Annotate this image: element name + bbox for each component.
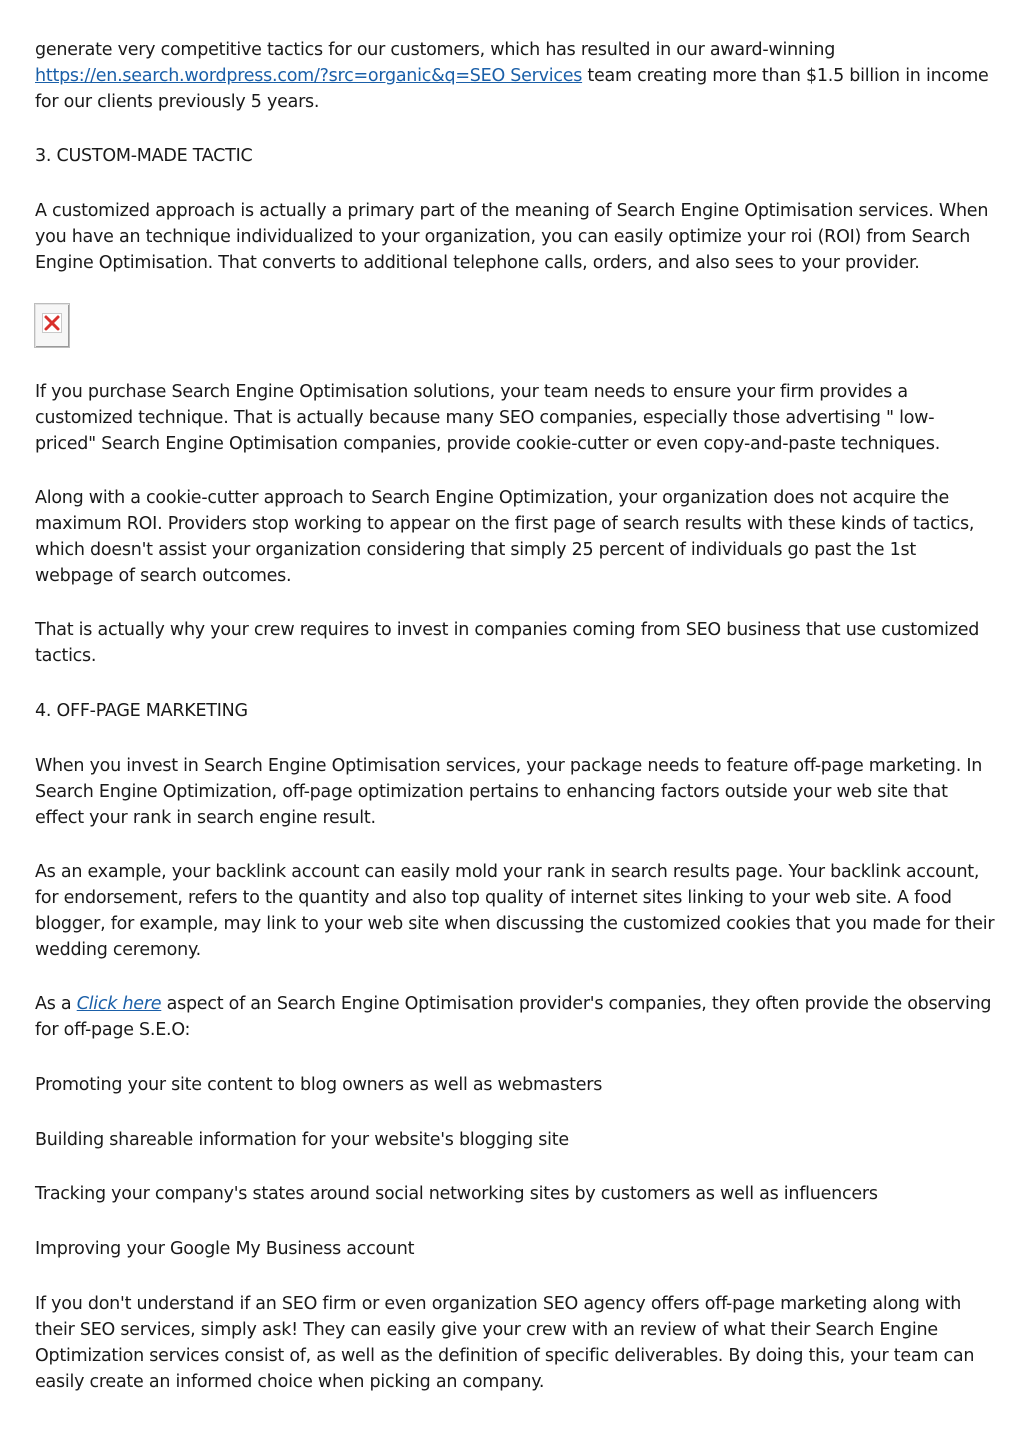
paragraph-backlink-account: As an example, your backlink account can easily mold your rank in search results page. Your backlink account, for endorsement, refers to the quantity and also top quality of internet sites linking to your web site. A food blogger, for example, may link to your web site when discussing the customized cookies that you made for their wedding ceremony.: [35, 862, 995, 960]
list-item: Building shareable information for your website's blogging site: [35, 1130, 569, 1150]
paragraph-click-here-text-end: aspect of an Search Engine Optimisation provider's companies, they often provide the observing for off-page S.E.O:: [35, 994, 992, 1040]
paragraph-customized-technique: If you purchase Search Engine Optimisation solutions, your team needs to ensure your firm provides a customized technique. That is actually because many SEO companies, especially those advertising " low-priced" Search Engine Optimisation companies, provide cookie-cutter or even copy-and-paste techniques.: [35, 382, 941, 454]
paragraph-click-here-text-start: As a: [35, 994, 77, 1014]
seo-services-link[interactable]: https://en.search.wordpress.com/?src=organic&q=SEO Services: [35, 66, 583, 86]
broken-image: [34, 303, 70, 348]
paragraph-cookie-cutter: Along with a cookie-cutter approach to Search Engine Optimization, your organization does not acquire the maximum ROI. Providers stop working to appear on the first page of search results with these kinds of tactics, which doesn't assist your organization considering that simply 25 percent of individuals go past the 1st webpage of search outcomes.: [35, 488, 975, 586]
paragraph-intro: [35, 37, 995, 115]
paragraph-intro-text-start: generate very competitive tactics for our customers, which has resulted in our award-winning: [35, 40, 836, 60]
click-here-link[interactable]: Click here: [76, 994, 162, 1014]
paragraph-invest-in-companies: That is actually why your crew requires to invest in companies coming from SEO business that use customized tactics.: [35, 620, 980, 666]
paragraph-intro-text-end: team creating more than $1.5 billion in income for our clients previously 5 years.: [35, 66, 989, 112]
list-item: Tracking your company's states around social networking sites by customers as well as influencers: [35, 1184, 878, 1204]
broken-image-icon: [42, 313, 62, 333]
heading-custom-made-tactic: 3. CUSTOM-MADE TACTIC: [35, 146, 253, 166]
heading-off-page-marketing: 4. OFF-PAGE MARKETING: [35, 701, 248, 721]
list-item: Improving your Google My Business account: [35, 1239, 415, 1259]
paragraph-off-page-intro: When you invest in Search Engine Optimisation services, your package needs to feature off-page marketing. In Search Engine Optimization, off-page optimization pertains to enhancing factors outside your web site that effect your rank in search engine result.: [35, 756, 983, 828]
paragraph-ask-agency: If you don't understand if an SEO firm or even organization SEO agency offers off-page marketing along with their SEO services, simply ask! They can easily give your crew with an review of what their Search Engine Optimization services consist of, as well as the definition of specific deliverables. By doing this, your team can easily create an informed choice when picking an company.: [35, 1294, 975, 1392]
paragraph-click-here: [35, 991, 995, 1043]
list-item: Promoting your site content to blog owners as well as webmasters: [35, 1075, 603, 1095]
paragraph-customized-approach: A customized approach is actually a primary part of the meaning of Search Engine Optimisation services. When you have an technique individualized to your organization, you can easily optimize your roi (ROI) from Search Engine Optimisation. That converts to additional telephone calls, orders, and also sees to your provider.: [35, 201, 989, 273]
